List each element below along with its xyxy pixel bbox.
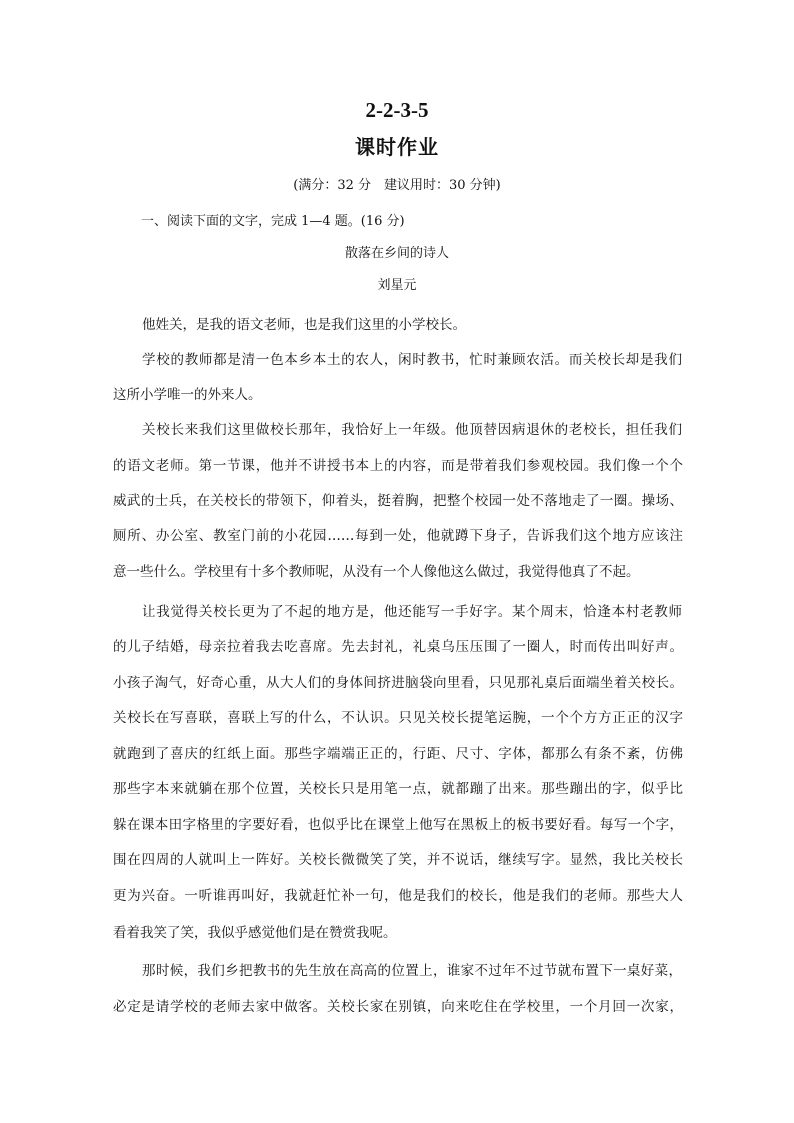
passage-line: 更为兴奋。一听谁再叫好，我就赶忙补一句，他是我们的校长，他是我们的老师。那些大人 [113,888,683,904]
section-instruction: 一、阅读下面的文字，完成 1—4 题。(16 分) [141,214,405,229]
lesson-code: 2-2-3-5 [365,98,429,122]
passage-line: 他姓关，是我的语文老师，也是我们这里的小学校长。 [142,317,466,333]
passage-title: 散落在乡间的诗人 [344,246,449,261]
passage-line: 躲在课本田字格里的字要好看，也似乎比在课堂上他写在黑板上的板书要好看。每写一个字， [113,817,683,833]
passage-line: 的儿子结婚，母亲拉着我去吃喜席。先去封礼，礼桌乌压压围了一圈人，时而传出叫好声。 [113,639,683,655]
passage-line: 让我觉得关校长更为了不起的地方是，他还能写一手好字。某个周末，恰逢本村老教师 [142,604,682,620]
passage-line: 那些字本来就躺在那个位置，关校长只是用笔一点，就都蹦了出来。那些蹦出的字，似乎比 [113,781,683,797]
passage-line: 围在四周的人就叫上一阵好。关校长微微笑了笑，并不说话，继续写字。显然，我比关校长 [113,852,683,868]
passage-line: 就跑到了喜庆的红纸上面。那些字端端正正的，行距、尺寸、字体，都那么有条不紊，仿佛 [113,746,683,762]
passage-line: 关校长来我们这里做校长那年，我恰好上一年级。他顶替因病退休的老校长，担任我们 [142,422,682,438]
passage-line: 看着我笑了笑，我似乎感觉他们是在赞赏我呢。 [113,925,397,941]
passage-line: 厕所、办公室、教室门前的小花园……每到一处，他就蹲下身子，告诉我们这个地方应该注 [113,528,683,544]
passage-author: 刘星元 [377,278,417,293]
passage-line: 的语文老师。第一节课，他并不讲授书本上的内容，而是带着我们参观校园。我们像一个个 [113,458,683,474]
passage-line: 学校的教师都是清一色本乡本土的农人，闲时教书，忙时兼顾农活。而关校长却是我们 [142,352,682,368]
passage-line: 意一些什么。学校里有十多个教师呢，从没有一个人像他这么做过，我觉得他真了不起。 [113,564,640,580]
passage-line: 这所小学唯一的外来人。 [113,387,262,403]
passage-line: 威武的士兵，在关校长的带领下，仰着头，挺着胸，把整个校园一处不落地走了一圈。操场、 [113,493,683,509]
passage-line: 小孩子淘气，好奇心重，从大人们的身体间挤进脑袋向里看，只见那礼桌后面端坐着关校长。 [113,675,683,691]
passage-line: 必定是请学校的老师去家中做客。关校长家在别镇，向来吃住在学校里，一个月回一次家， [113,999,683,1015]
page-title: 课时作业 [355,135,439,159]
passage-line: 那时候，我们乡把教书的先生放在高高的位置上，谁家不过年不过节就布置下一桌好菜， [142,963,682,979]
passage-line: 关校长在写喜联，喜联上写的什么，不认识。只见关校长提笔运腕，一个个方方正正的汉字 [113,710,683,726]
score-time-note: (满分：32 分 建议用时：30 分钟) [293,178,501,193]
